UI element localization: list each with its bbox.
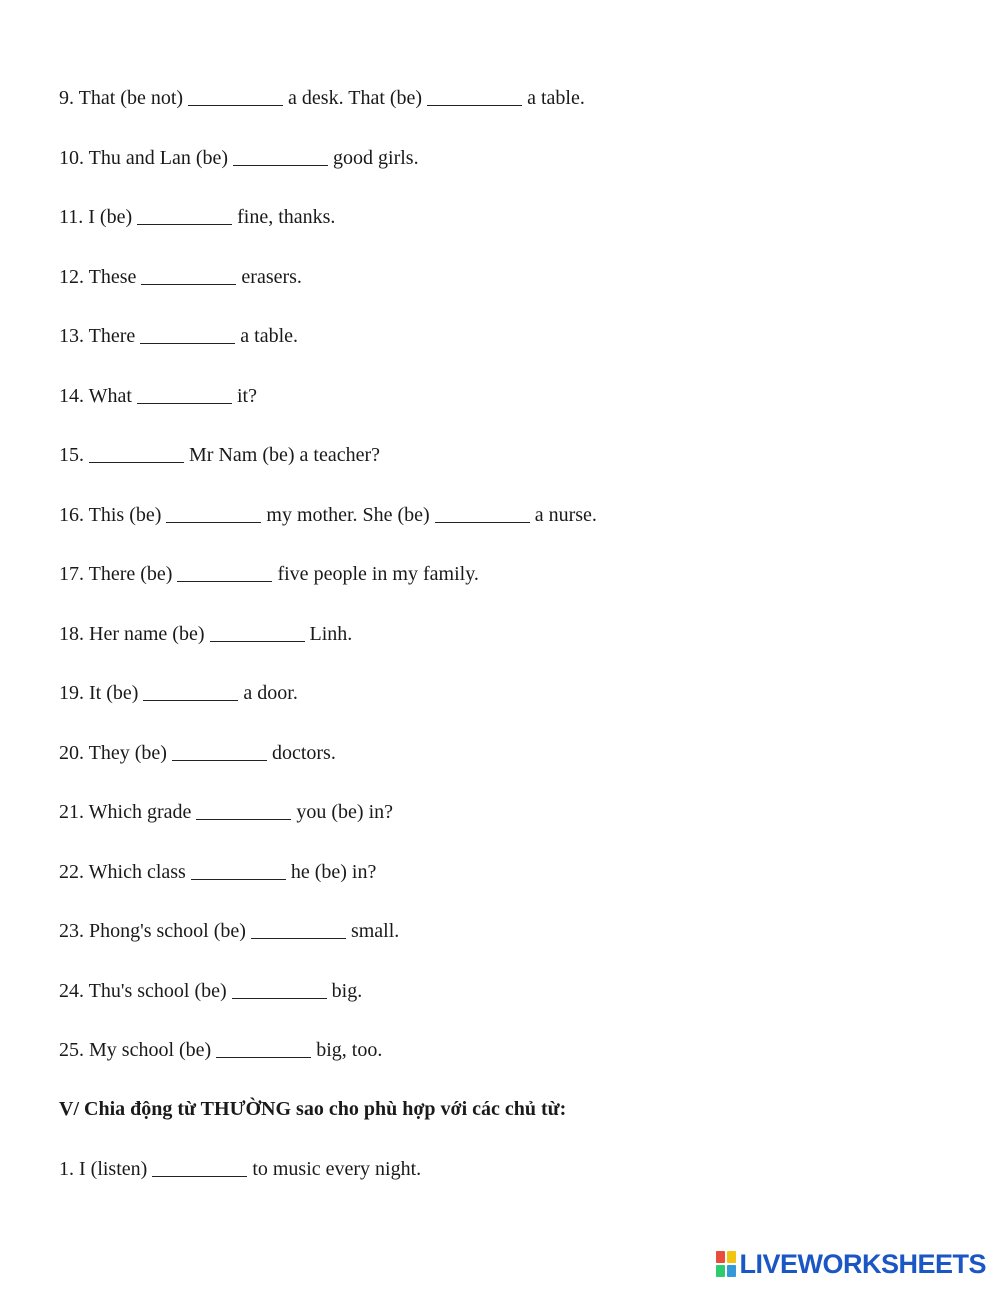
exercise-item xyxy=(59,324,298,348)
exercise-item xyxy=(59,146,419,170)
exercise-item xyxy=(59,919,399,943)
exercise-text: he (be) in? xyxy=(285,860,377,883)
exercise-text: 9. That (be not) xyxy=(59,87,189,109)
exercise-text: 18. Her name (be) xyxy=(59,622,210,645)
section-heading: V/ Chia động từ THƯỜNG sao cho phù hợp với các chủ từ: xyxy=(59,1098,567,1120)
liveworksheets-logo[interactable] xyxy=(716,1250,986,1278)
answer-blank[interactable] xyxy=(251,920,346,939)
exercise-text: 24. Thu's school (be) xyxy=(59,979,232,1002)
exercise-text: my mother. She (be) xyxy=(261,503,435,526)
exercise-text: 23. Phong's school (be) xyxy=(59,920,251,942)
answer-blank[interactable] xyxy=(172,742,267,761)
exercise-item xyxy=(59,741,336,765)
exercise-item xyxy=(59,86,585,110)
answer-blank[interactable] xyxy=(143,682,238,701)
exercise-text: erasers. xyxy=(236,265,302,288)
exercise-text: 17. There (be) xyxy=(59,563,178,585)
exercise-text: a nurse. xyxy=(529,503,597,526)
exercise-item xyxy=(59,800,393,824)
exercise-text: big, too. xyxy=(311,1039,383,1061)
exercise-text: small. xyxy=(345,920,400,942)
answer-blank[interactable] xyxy=(166,504,261,523)
exercise-text: fine, thanks. xyxy=(232,206,336,228)
exercise-text: to music every night. xyxy=(247,1158,422,1180)
exercise-item xyxy=(59,205,335,229)
exercise-item xyxy=(59,443,380,467)
answer-blank[interactable] xyxy=(216,1039,311,1058)
answer-blank[interactable] xyxy=(435,504,530,523)
answer-blank[interactable] xyxy=(152,1158,247,1177)
exercise-text: 15. xyxy=(59,444,89,466)
exercise-text: Mr Nam (be) a teacher? xyxy=(184,444,380,466)
exercise-text: 14. What xyxy=(59,384,137,407)
exercise-item xyxy=(59,1038,382,1062)
exercise-text: 1. I (listen) xyxy=(59,1158,153,1180)
exercise-text: Linh. xyxy=(304,622,353,645)
exercise-text: 12. These xyxy=(59,265,142,288)
answer-blank[interactable] xyxy=(177,563,272,582)
exercise-text: 20. They (be) xyxy=(59,741,172,764)
answer-blank[interactable] xyxy=(196,801,291,820)
exercise-text: five people in my family. xyxy=(272,563,479,585)
exercise-item xyxy=(59,384,257,408)
answer-blank[interactable] xyxy=(427,87,522,106)
exercise-item xyxy=(59,503,597,527)
exercise-text: a table. xyxy=(235,325,299,347)
answer-blank[interactable] xyxy=(233,147,328,166)
answer-blank[interactable] xyxy=(141,266,236,285)
exercise-text: 10. Thu and Lan (be) xyxy=(59,146,234,169)
answer-blank[interactable] xyxy=(140,325,235,344)
exercise-item xyxy=(59,562,479,586)
answer-blank[interactable] xyxy=(210,623,305,642)
answer-blank[interactable] xyxy=(137,206,232,225)
exercise-item xyxy=(59,622,352,646)
answer-blank[interactable] xyxy=(191,861,286,880)
exercise-text: doctors. xyxy=(266,741,336,764)
exercise-item xyxy=(59,265,302,289)
exercise-text: a table. xyxy=(522,87,585,109)
logo-mark-icon xyxy=(716,1251,736,1277)
exercise-text: 13. There xyxy=(59,325,141,347)
exercise-text: 25. My school (be) xyxy=(59,1039,217,1061)
exercise-text: 21. Which grade xyxy=(59,801,197,823)
exercise-text: 19. It (be) xyxy=(59,682,144,704)
exercise-text: a door. xyxy=(238,682,298,704)
answer-blank[interactable] xyxy=(137,385,232,404)
exercise-text: you (be) in? xyxy=(291,801,394,823)
exercise-text: it? xyxy=(231,384,257,407)
exercise-text: 22. Which class xyxy=(59,860,191,883)
exercise-text: big. xyxy=(326,979,363,1002)
exercise-item xyxy=(59,1157,421,1181)
exercise-item xyxy=(59,979,362,1003)
exercise-text: a desk. That (be) xyxy=(283,87,428,109)
exercise-item xyxy=(59,681,298,705)
exercise-text: good girls. xyxy=(328,146,419,169)
answer-blank[interactable] xyxy=(89,444,184,463)
answer-blank[interactable] xyxy=(188,87,283,106)
answer-blank[interactable] xyxy=(232,980,327,999)
logo-text: LIVEWORKSHEETS xyxy=(739,1248,986,1279)
exercise-item xyxy=(59,860,376,884)
exercise-text: 16. This (be) xyxy=(59,503,167,526)
exercise-text: 11. I (be) xyxy=(59,206,138,228)
